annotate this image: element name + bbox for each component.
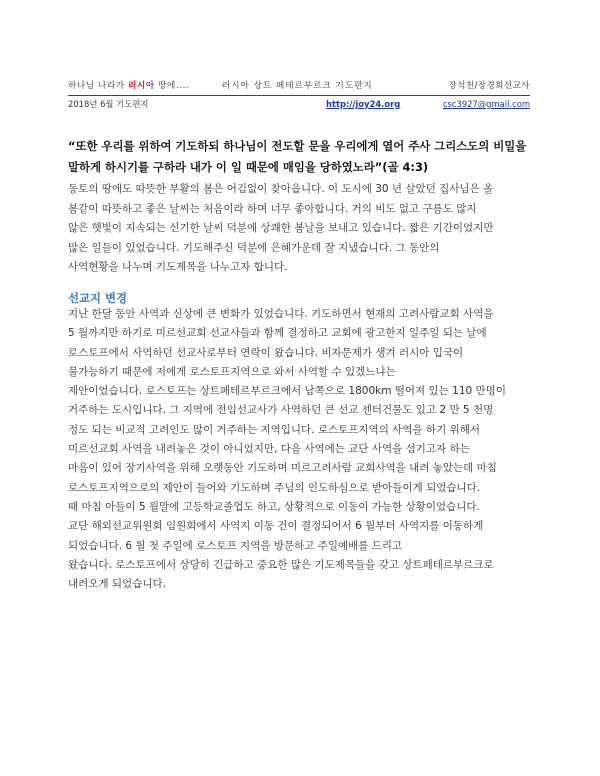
section-line: 왔습니다. 로스토프에서 상당히 긴급하고 중요한 많은 기도제목들을 갖고 상트페테르부르크로 (68, 558, 494, 571)
section-title: 선교지 변경 (68, 291, 127, 305)
intro-paragraph (68, 180, 538, 278)
intro-line: 동토의 땅에도 따뜻한 부활의 봄은 어김없이 찾아옵니다. 이 도시에 30 년 살았던 집사님은 올 (68, 183, 494, 195)
section-line: 미르선교회 사역을 내려놓은 것이 아니었지만, 다음 사역에는 교단 사역을 섬기고자 하는 (68, 443, 470, 456)
header-location: 러시아 상트 페테르부르크 기도편지 (222, 81, 373, 91)
intro-line: 사역현황을 나누며 기도제목을 나누고자 합니다. (68, 261, 288, 273)
section-line: 불가능하기 때문에 저에게 로스토프지역으로 와서 사역할 수 있겠느냐는 (68, 365, 396, 378)
quote-line: “또한 우리를 위하여 기도하되 하나님이 전도할 문을 우리에게 열어 주사 그리스도의 비밀을 (68, 139, 527, 153)
section-line: 거주하는 도시입니다. 그 지역에 전임선교사가 사역하던 큰 선교 센터건물도 있고 2 만 5 천명 (68, 404, 494, 417)
scripture-quote (68, 136, 538, 178)
website-link[interactable]: http://joy24.org (326, 99, 401, 109)
section-paragraph (68, 305, 538, 594)
section-line: 로스토프에서 사역하던 선교사로부터 연락이 왔습니다. 비자문제가 생겨 러시아 입국이 (68, 346, 464, 359)
section-line: 내려오게 되었습니다. (68, 578, 166, 591)
section-line: 때 마침 아들이 5 월말에 고등학교졸업도 하고, 상황적으로 이동이 가능한 상황이었습니다. (68, 500, 480, 513)
section-line: 마음이 있어 장기사역을 위해 오랫동안 기도하며 미르고려사람 교회사역을 내려 놓았는데 마침 (68, 462, 497, 475)
header-divider (68, 95, 530, 96)
section-line: 5 월까지만 하기로 미르선교회 선교사들과 함께 결정하고 교회에 광고한지 일주일 되는 날에 (68, 327, 487, 340)
header-missionaries: 장석천/장경희선교사 (448, 81, 530, 91)
letter-date: 2018년 6월 기도편지 (68, 99, 149, 109)
email-link[interactable]: csc3927@gmail.com (442, 99, 530, 109)
header-title: 하나님 나라가 러시아 땅에.... (68, 81, 190, 91)
section-line: 제안이었습니다. 로스토프는 상트페테르부르크에서 남쪽으로 1800km 떨어져 있는 110 만명이 (68, 385, 506, 398)
section-line: 로스토프지역으로의 제안이 들어와 기도하며 주님의 인도하심으로 받아들이게 되었습니다. (68, 481, 481, 494)
section-line: 지난 한달 동안 사역과 신상에 큰 변화가 있었습니다. 기도하면서 현재의 고려사람교회 사역을 (68, 308, 494, 320)
intro-line: 않은 햇빛이 지속되는 신기한 날씨 덕분에 상쾌한 봄날을 보내고 있습니다. 짧은 기간이었지만 (68, 222, 494, 234)
intro-line: 봄같이 따뜻하고 좋은 날씨는 처음이라 하며 너무 좋아합니다. 거의 비도 없고 구름도 많지 (68, 202, 477, 215)
section-line: 정도 되는 비교적 고려인도 많이 거주하는 지역입니다. 로스토프지역의 사역을 하기 위해서 (68, 423, 481, 436)
section-line: 되었습니다. 6 월 첫 주일에 로스토프 지역을 방문하고 주일예배를 드리고 (68, 539, 403, 552)
intro-line: 많은 일들이 있었습니다. 기도해주신 덕분에 은혜가운데 잘 지냈습니다. 그 동안의 (68, 241, 440, 254)
quote-line: 말하게 하시기를 구하라 내가 이 일 때문에 매임을 당하였노라”(골 4:3) (68, 160, 429, 174)
section-line: 교단 해외선교위원회 임원회에서 사역지 이동 건이 결정되어서 6 월부터 사역지를 이동하게 (68, 520, 484, 533)
